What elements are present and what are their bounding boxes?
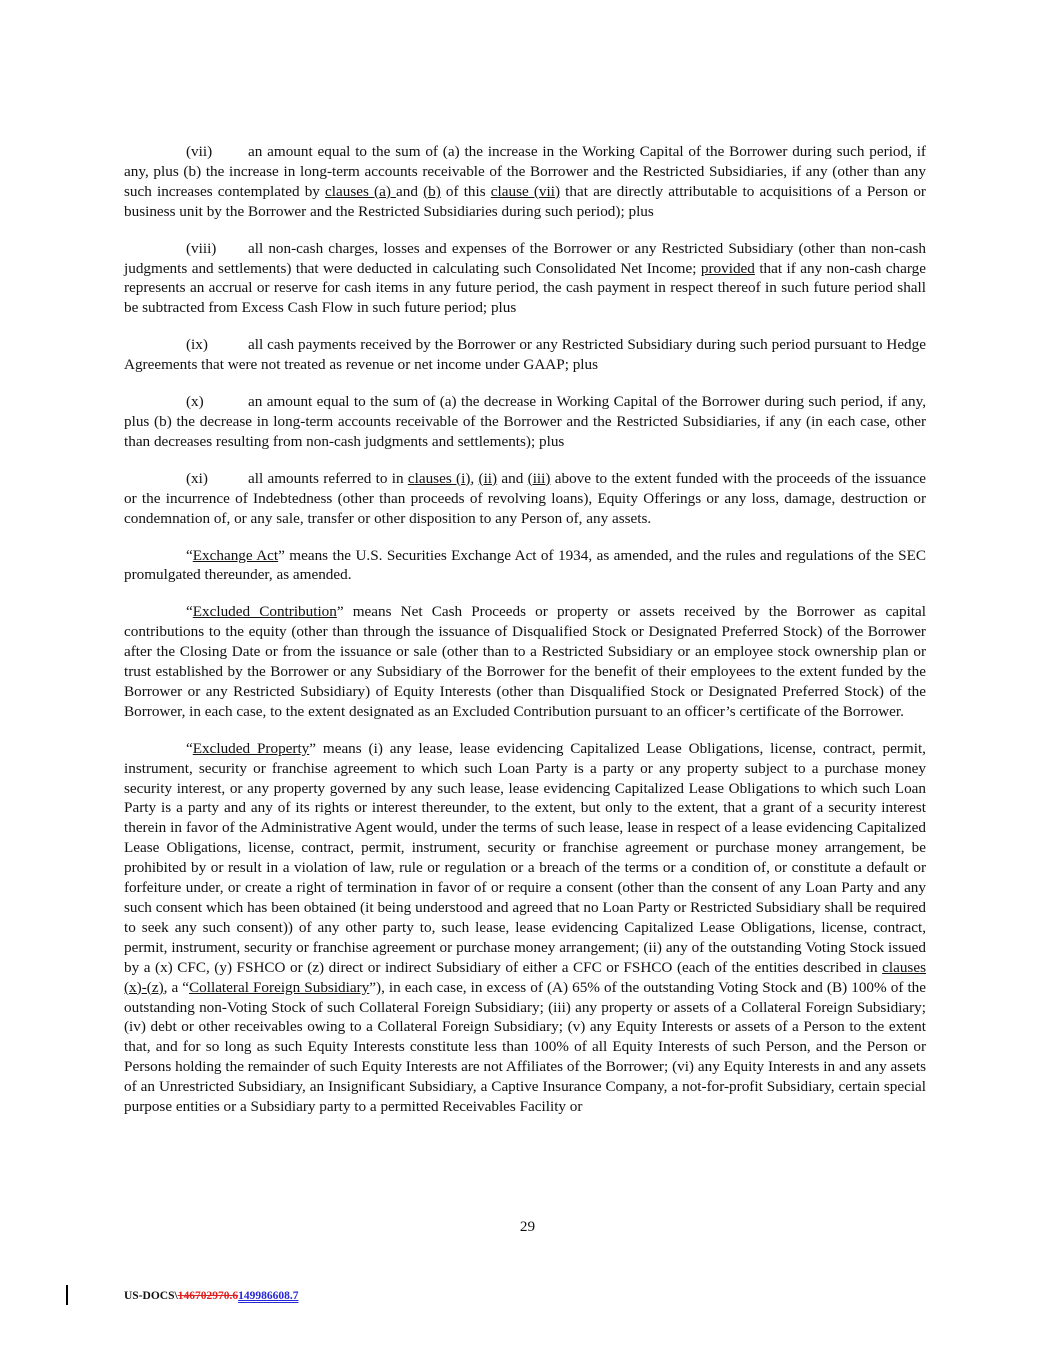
clause-reference: (ii) [478,469,498,487]
defined-term: Excluded Contribution [192,603,337,621]
defined-term: Collateral Foreign Subsidiary [189,978,370,996]
open-quote: “ [186,546,193,564]
paragraph-text: , [470,469,479,487]
paragraph-text: all non-cash charges, losses and expenses of the Borrower or any Restricted Subsidiary (other than non-cash judgments and settlements) that were deducted in calculating such Consolidated Net Income; [124,239,926,277]
paragraph-text: ”), in each case, in excess of (A) 65% of the outstanding Voting Stock and (B) 100% of the outstanding non-Voting Stock of such Collateral Foreign Subsidiary; (iii) any property or assets of a Collateral Foreign Subsidiary; (iv) debt or other receivables owing to a Collateral Foreign Subsidiary; (v) any Equity Interests or assets of a Person to the extent that, and for so long as such Equity Interests constitute less than 100% of all Equity Interests of such Person, and the Person or Persons holding the remainder of such Equity Interests are not Affiliates of the Borrower; (vi) any Equity Interests in and any assets of an Unrestricted Subsidiary, an Insignificant Subsidiary, a Captive Insurance Company, a not-for-profit Subsidiary, certain special purpose entities or a Subsidiary party to a permitted Receivables Facility or [124,978,926,1116]
clause-number: (xi) [186,469,208,487]
doc-id-inserted: 149986608.7 [238,1290,299,1302]
paragraph-text: ” means (i) any lease, lease evidencing Capitalized Lease Obligations, license, contract, permit, instrument, security or franchise agreement to which such Loan Party is a party or any property subject to a purchase money security interest, or any property governed by any such lease, lease evidencing Capitalized Lease Obligations to which such Loan Party is a party and any of its rights or interest thereunder, to the extent, but only to the extent, that a grant of a security interest therein in favor of the Administrative Agent would, under the terms of such lease, lease in respect of a lease evidencing Capitalized Lease Obligations, license, contract, permit, instrument, security or franchise agreement or purchase money arrangement, be prohibited by or result in a violation of law, rule or regulation or a breach of the terms or a condition of, or constitute a default or forfeiture under, or create a right of termination in favor of or require a consent (other than the consent of any Loan Party and any such consent which has been obtained (it being understood and agreed that no Loan Party or Restricted Subsidiary shall be required to seek any such consent)) of any other party to, such lease, lease evidencing Capitalized Lease Obligations, license, contract, permit, instrument, security or franchise agreement or purchase money arrangement; (ii) any of the outstanding Voting Stock issued by a (x) CFC, (y) FSHCO or (z) direct or indirect Subsidiary of either a CFC or FSHCO (each of the entities described in [124,739,926,976]
paragraph-text: all amounts referred to in [248,469,408,487]
paragraph-text: all cash payments received by the Borrower or any Restricted Subsidiary during such period pursuant to Hedge Agreements that were not treated as revenue or net income under GAAP; plus [124,336,926,374]
paragraph-text: ” means the U.S. Securities Exchange Act of 1934, as amended, and the rules and regulations of the SEC promulgated thereunder, as amended. [124,546,926,584]
defined-term: Exchange Act [192,546,279,564]
defined-term: Excluded Property [192,739,310,757]
clause-reference: clauses (i) [407,469,471,487]
paragraph-ix [124,335,926,375]
open-quote: “ [186,739,193,757]
paragraph-text: an amount equal to the sum of (a) the increase in the Working Capital of the Borrower during such period, if any, plus (b) the increase in long-term accounts receivable of the Borrower and the Restricted Subsidiaries, if any (other than any such increases contemplated by [124,143,926,200]
paragraph-text: and [497,469,528,487]
definition-exchange-act [124,546,926,586]
paragraph-text: an amount equal to the sum of (a) the decrease in Working Capital of the Borrower during such period, if any, plus (b) the decrease in long-term accounts receivable of the Borrower and the Restricted Subsidiaries, if any (in each case, other than decreases resulting from non-cash judgments and settlements); plus [124,393,926,450]
defined-term-provided: provided [700,259,755,277]
page-number: 29 [519,1218,536,1235]
clause-reference: clauses (a) [325,182,397,200]
paragraph-x [124,392,926,452]
doc-id-prefix: US-DOCS\ [124,1290,178,1302]
doc-id-deleted: 146702970.6 [177,1290,239,1302]
clause-number: (viii) [186,239,217,257]
clause-reference: (iii) [527,469,551,487]
open-quote: “ [186,603,193,621]
paragraph-text: and [396,182,424,200]
paragraph-text: ” means Net Cash Proceeds or property or assets received by the Borrower as capital contributions to the equity (other than through the issuance of Disqualified Stock or Designated Preferred Stock) of the Borrower after the Closing Date or from the issuance or sale (other than to a Restricted Subsidiary or an employee stock ownership plan or trust established by the Borrower or any Subsidiary of the Borrower for the benefit of their employees to the extent funded by the Borrower or any Restricted Subsidiary) of Equity Interests (other than Disqualified Stock or Designated Preferred Stock) of the Borrower, in each case, to the extent designated as an Excluded Contribution pursuant to an officer’s certificate of the Borrower. [124,603,926,720]
paragraph-viii [124,239,926,319]
definition-excluded-contribution [124,602,926,721]
paragraph-vii [124,142,926,222]
paragraph-text: , a “ [163,978,190,996]
clause-reference: clause (vii) [490,182,561,200]
clause-number: (ix) [186,336,208,354]
paragraph-text: that if any non-cash charge represents an accrual or reserve for cash items in any future period, the cash payment in respect thereof in such future period shall be subtracted from Excess Cash Flow in such future period; plus [124,259,927,317]
paragraph-xi [124,469,926,529]
clause-reference: (b) [423,182,441,200]
document-body [124,142,926,1134]
clause-number: (x) [186,393,204,411]
document-id-footer [124,1290,298,1302]
clause-number: (vii) [186,143,213,160]
definition-excluded-property [124,739,926,1117]
clause-reference: clauses (x)-(z) [124,958,926,996]
revision-change-bar [66,1285,68,1305]
paragraph-text: above to the extent funded with the proceeds of the issuance or the incurrence of Indebtedness (other than proceeds of revolving loans), Equity Offerings or any loss, damage, destruction or condemnation of, or any sale, transfer or other disposition to any Person of, any assets. [124,469,926,527]
paragraph-text: that are directly attributable to acquisitions of a Person or business unit by the Borrower and the Restricted Subsidiaries during such period); plus [124,182,926,220]
paragraph-text: of this [440,182,491,200]
